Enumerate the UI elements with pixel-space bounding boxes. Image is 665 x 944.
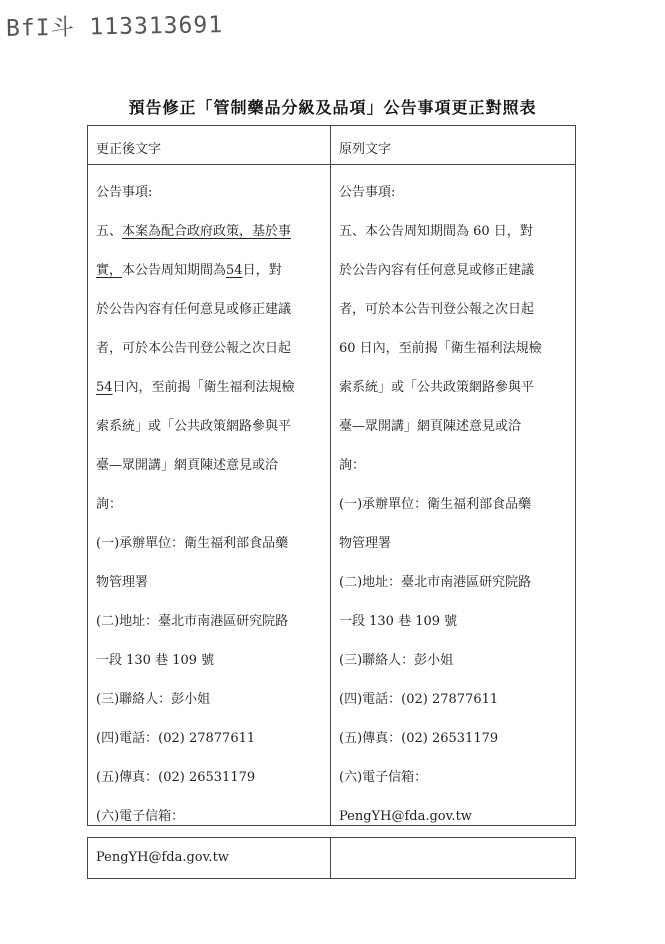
revised-line: (六)電子信箱：: [96, 809, 185, 824]
header-divider: [88, 164, 575, 165]
original-line: (四)電話：(02) 27877611: [339, 692, 499, 707]
header-revised-text: 更正後文字: [96, 142, 162, 157]
revised-line: 於公告內容有任何意見或修正建議: [96, 302, 292, 317]
revised-line: (四)電話：(02) 27877611: [96, 731, 256, 746]
revised-line: 54日內，至前揭「衛生福利法規檢: [96, 380, 295, 395]
email-continuation: PengYH@fda.gov.tw: [96, 850, 229, 865]
original-line: (六)電子信箱：: [339, 770, 428, 785]
original-line: (三)聯絡人：彭小姐: [339, 653, 454, 668]
underlined-revision: 54: [96, 380, 113, 395]
original-line: 五、本公告周知期間為 60 日，對: [339, 224, 533, 239]
underlined-revision: 54: [226, 263, 243, 278]
revised-text-column: [96, 173, 324, 836]
continuation-table: [87, 837, 576, 879]
original-line: 索系統」或「公共政策網路參與平: [339, 380, 535, 395]
underlined-revision: 實，: [96, 263, 123, 278]
original-text-column: [339, 173, 571, 836]
underlined-revision: 本案為配合政府政策，基於事: [122, 224, 292, 239]
revised-line: 一段 130 巷 109 號: [96, 653, 215, 668]
revised-line: 五、本案為配合政府政策，基於事: [96, 224, 292, 239]
revised-line: 公告事項:: [96, 185, 153, 200]
original-line: (一)承辦單位：衛生福利部食品藥: [339, 497, 532, 512]
original-line: (二)地址：臺北市南港區研究院路: [339, 575, 532, 590]
revised-line: 臺—眾開講」網頁陳述意見或洽: [96, 458, 279, 473]
revised-line: 物管理署: [96, 575, 149, 590]
revised-line: (三)聯絡人：彭小姐: [96, 692, 211, 707]
original-line: 臺—眾開講」網頁陳述意見或洽: [339, 419, 522, 434]
header-original-text: 原列文字: [339, 142, 392, 157]
column-divider: [330, 838, 331, 878]
revised-line: 詢：: [96, 497, 123, 512]
original-line: (五)傳真：(02) 26531179: [339, 731, 499, 746]
original-line: 60 日內，至前揭「衛生福利法規檢: [339, 341, 542, 356]
original-line: 者，可於本公告刊登公報之次日起: [339, 302, 535, 317]
original-line: 詢：: [339, 458, 366, 473]
handwritten-note: BfI斗 113313691: [5, 12, 224, 42]
comparison-table: [87, 125, 576, 826]
revised-line: 索系統」或「公共政策網路參與平: [96, 419, 292, 434]
revised-line: 實，本公告周知期間為54日，對: [96, 263, 282, 278]
original-line: 公告事項:: [339, 185, 396, 200]
original-line: 一段 130 巷 109 號: [339, 614, 458, 629]
column-divider: [330, 126, 331, 825]
revised-line: (五)傳真：(02) 26531179: [96, 770, 256, 785]
revised-line: (一)承辦單位：衛生福利部食品藥: [96, 536, 289, 551]
revised-line: 者，可於本公告刊登公報之次日起: [96, 341, 292, 356]
original-line: 於公告內容有任何意見或修正建議: [339, 263, 535, 278]
page-title: 預告修正「管制藥品分級及品項」公告事項更正對照表: [128, 98, 537, 117]
original-line: PengYH@fda.gov.tw: [339, 809, 472, 824]
original-line: 物管理署: [339, 536, 392, 551]
revised-line: (二)地址：臺北市南港區研究院路: [96, 614, 289, 629]
